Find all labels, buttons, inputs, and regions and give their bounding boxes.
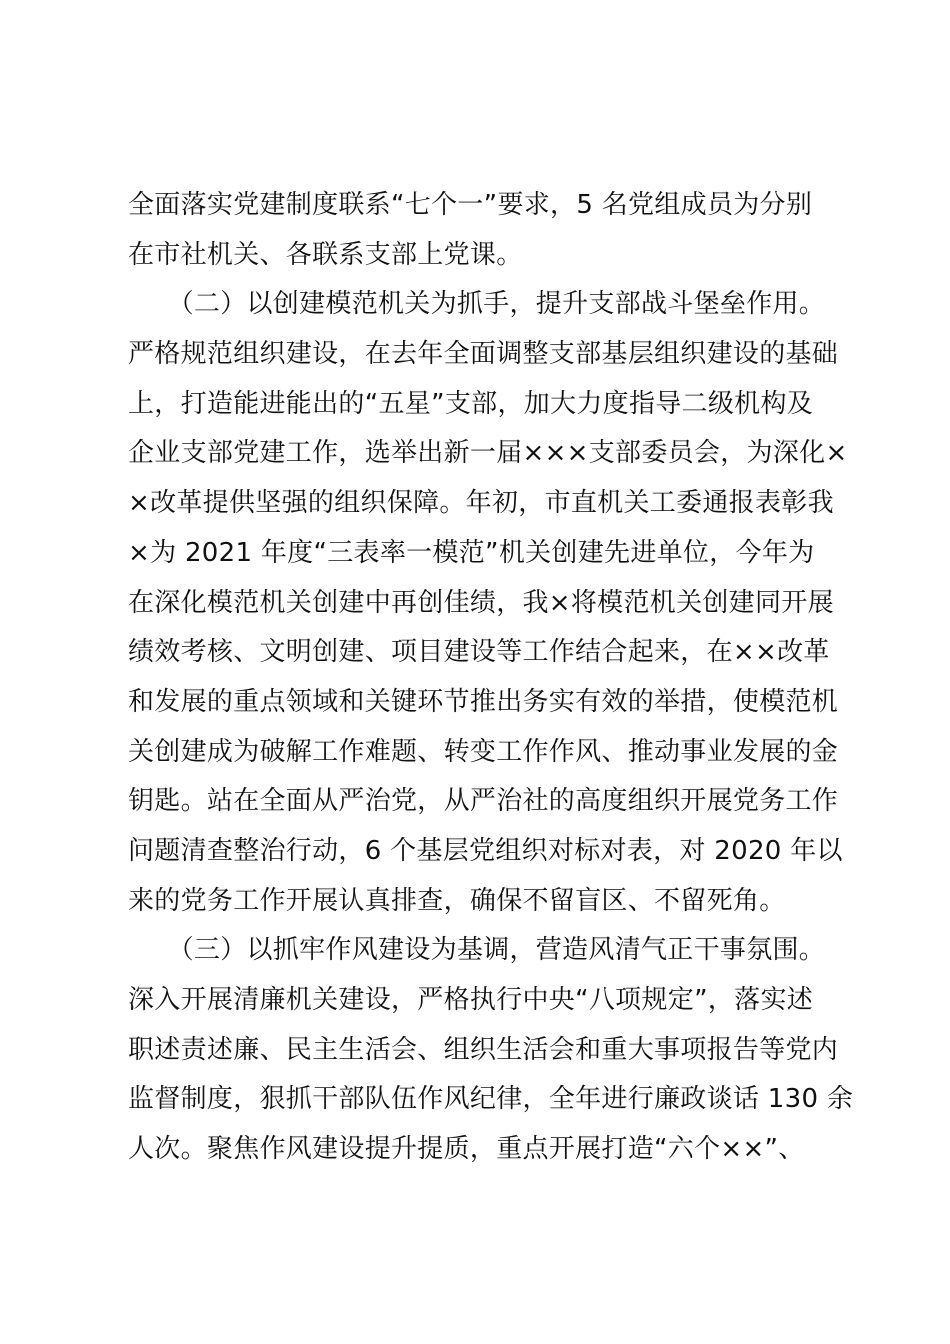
text-line: 关创建成为破解工作难题、转变工作作风、推动事业发展的金 — [128, 736, 839, 767]
text-line: 和发展的重点领域和关键环节推出务实有效的举措，使模范机 — [128, 686, 839, 717]
text-line: 全面落实党建制度联系“七个一”要求，5 名党组成员为分别 — [128, 190, 813, 220]
text-line: ×改革提供坚强的组织保障。年初，市直机关工委通报表彰我 — [128, 488, 834, 519]
text-line: 严格规范组织建设，在去年全面调整支部基层组织建设的基础 — [128, 339, 839, 370]
section-heading-line: （三）以抓牢作风建设为基调，营造风清气正干事氛围。 — [128, 935, 826, 966]
section-heading-line: （二）以创建模范机关为抓手，提升支部战斗堡垒作用。 — [128, 289, 826, 320]
text-line: ×为 2021 年度“三表率一模范”机关创建先进单位，今年为 — [128, 537, 815, 568]
body-text — [128, 181, 854, 1175]
text-line: 监督制度，狠抓干部队伍作风纪律，全年进行廉政谈话 130 余 — [128, 1084, 854, 1115]
text-line: 问题清查整治行动，6 个基层党组织对标对表，对 2020 年以 — [128, 835, 843, 866]
text-line: 上，打造能进能出的“五星”支部，加大力度指导二级机构及 — [128, 388, 814, 419]
text-line: 企业支部党建工作，选举出新一届×××支部委员会，为深化× — [128, 438, 848, 469]
text-line: 在市社机关、各联系支部上党课。 — [128, 239, 523, 270]
text-line: 钥匙。站在全面从严治党，从严治社的高度组织开展党务工作 — [128, 786, 839, 817]
text-line: 职述责述廉、民主生活会、组织生活会和重大事项报告等党内 — [128, 1034, 839, 1065]
text-line: 绩效考核、文明创建、项目建设等工作结合起来，在××改革 — [128, 637, 830, 668]
text-line: 人次。聚焦作风建设提升提质，重点开展打造“六个××”、 — [128, 1134, 805, 1165]
text-line: 在深化模范机关创建中再创佳绩，我×将模范机关创建同开展 — [128, 587, 834, 618]
text-line: 深入开展清廉机关建设，严格执行中央“八项规定”，落实述 — [128, 985, 814, 1015]
text-line: 来的党务工作开展认真排查，确保不留盲区、不留死角。 — [128, 885, 786, 916]
